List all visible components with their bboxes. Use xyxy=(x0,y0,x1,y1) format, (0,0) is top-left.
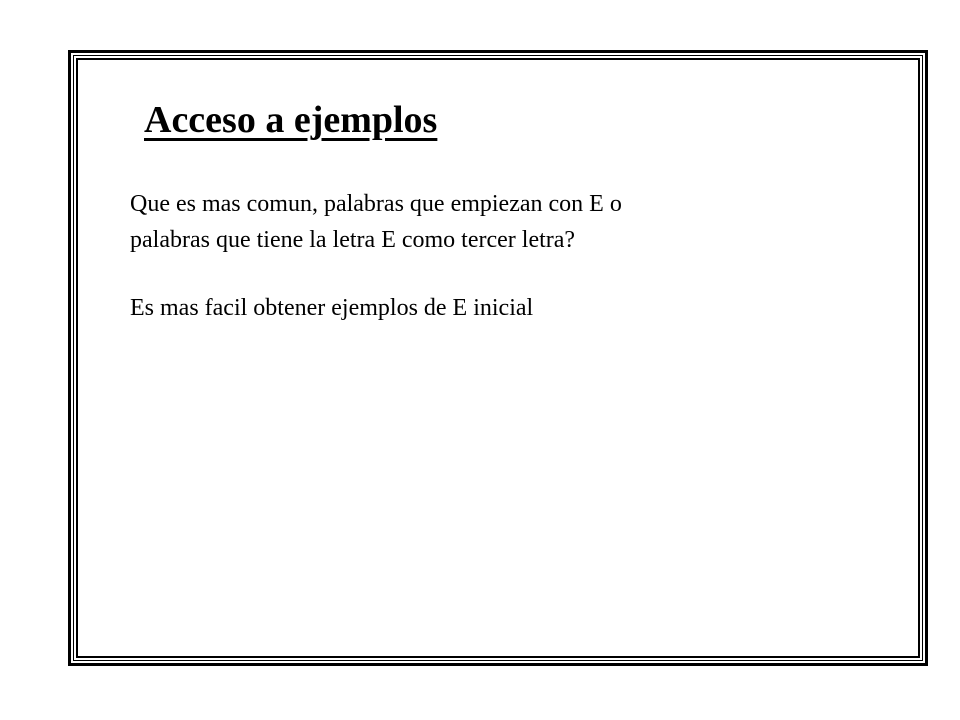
paragraph-spacer xyxy=(130,258,830,290)
question-line-1: Que es mas comun, palabras que empiezan con E o xyxy=(130,191,622,217)
answer-line: Es mas facil obtener ejemplos de E inicial xyxy=(130,295,534,321)
slide-title: Acceso a ejemplos xyxy=(144,99,438,141)
slide-frame-inner xyxy=(76,58,920,658)
slide-body xyxy=(130,186,830,326)
question-line-2: palabras que tiene la letra E como tercer letra? xyxy=(130,227,576,253)
